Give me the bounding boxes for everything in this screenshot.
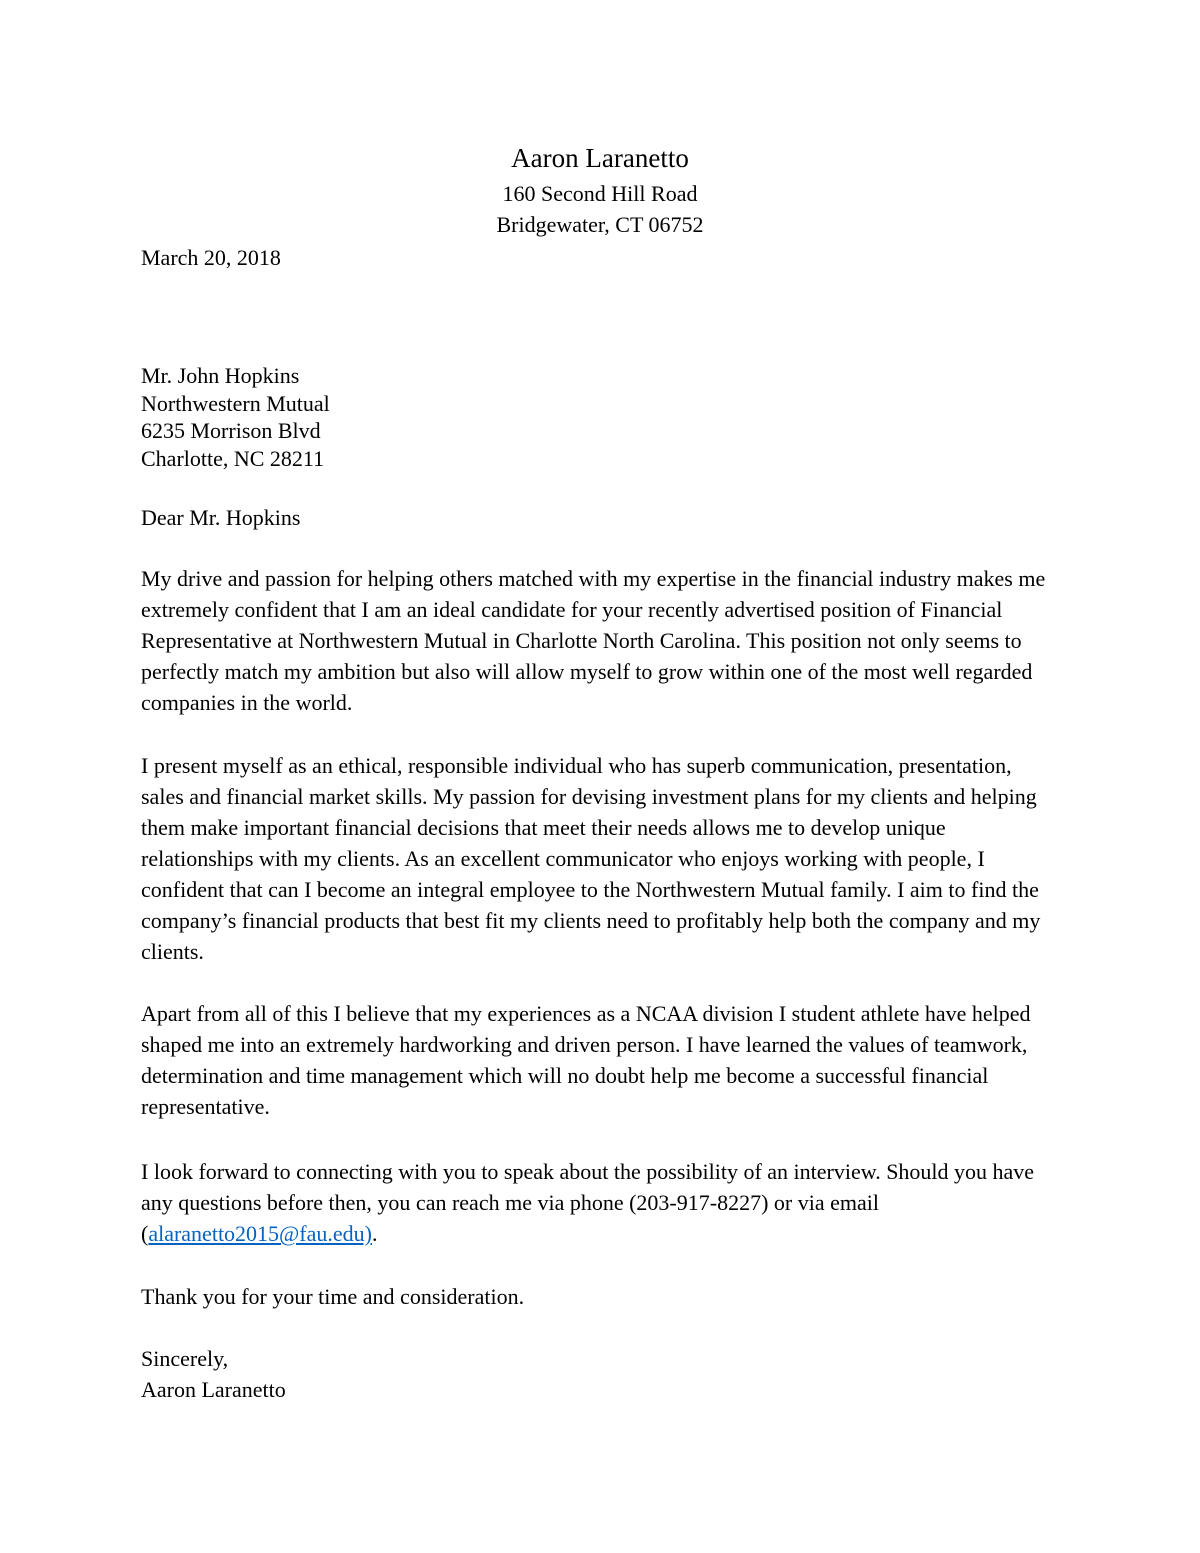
recipient-street: 6235 Morrison Blvd — [141, 418, 321, 443]
paragraph-contact-end: . — [372, 1221, 378, 1246]
valediction: Sincerely, — [141, 1346, 229, 1371]
paragraph-qualifications: I present myself as an ethical, responsible individual who has superb communication, presentation, sales and financial market skills. My passion for devising investment plans for my clients and helping them make important financial decisions that meet their needs allows me to develop unique relationships with my clients. As an excellent communicator who enjoys working with people, I confident that can I become an integral employee to the Northwestern Mutual family. I aim to find the company’s financial products that best fit my clients need to profitably help both the company and my clients. — [141, 753, 1041, 964]
signature-name: Aaron Laranetto — [141, 1377, 286, 1402]
sender-name-heading: Aaron Laranetto — [511, 143, 689, 173]
sender-address-line2: Bridgewater, CT 06752 — [496, 212, 704, 237]
letter-date: March 20, 2018 — [141, 245, 281, 270]
paragraph-contact — [141, 1156, 1056, 1249]
recipient-address-block — [141, 362, 1081, 472]
recipient-city: Charlotte, NC 28211 — [141, 445, 325, 471]
paragraph-intro: My drive and passion for helping others matched with my expertise in the financial industry makes me extremely confident that I am an ideal candidate for your recently advertised position of Financial Representative at Northwestern Mutual in Charlotte North Carolina. This position not only seems to perfectly match my ambition but also will allow myself to grow within one of the most well regarded companies in the world. — [141, 566, 1046, 715]
recipient-name: Mr. John Hopkins — [141, 363, 300, 388]
thanks-line: Thank you for your time and consideration. — [141, 1284, 525, 1309]
paragraph-athletics: Apart from all of this I believe that my experiences as a NCAA division I student athlete have helped shaped me into an extremely hardworking and driven person. I have learned the values of teamwork, determination and time management which will no doubt help me become a successful financial representative. — [141, 1001, 1031, 1119]
sender-address-line1: 160 Second Hill Road — [502, 181, 698, 206]
salutation: Dear Mr. Hopkins — [141, 505, 301, 530]
closing-block — [141, 1343, 1081, 1405]
recipient-company: Northwestern Mutual — [141, 390, 330, 416]
paragraph-contact-text: I look forward to connecting with you to speak about the possibility of an interview. Should you have any questions before then, you can reach me via phone (203-917-8227) or via email ( — [141, 1159, 1035, 1246]
email-link[interactable]: alaranetto2015@fau.edu) — [148, 1221, 372, 1246]
